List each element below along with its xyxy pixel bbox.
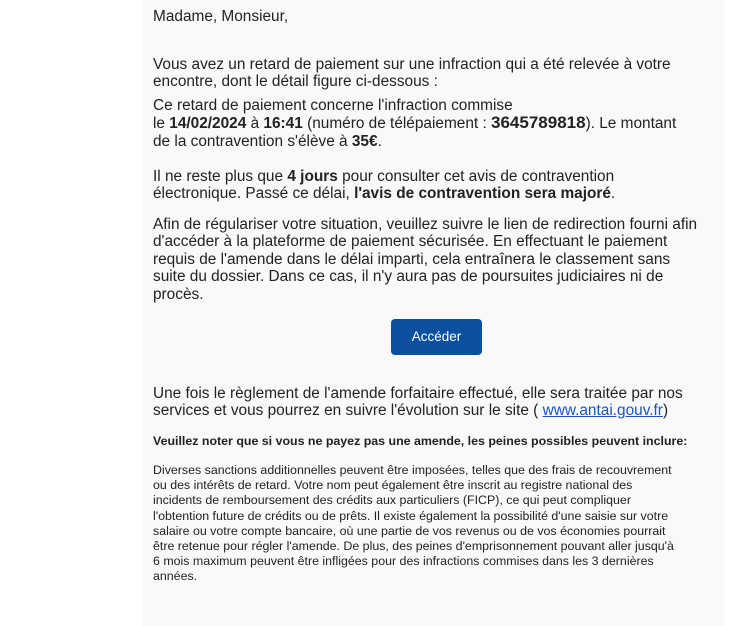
details-line: Ce retard de paiement concerne l'infraction commise [153,97,513,114]
intro-paragraph [153,56,713,91]
sanctions-line: années. [153,569,198,584]
sanctions-line: l'obtention future de crédits ou de prêts. Il existe également la possibilité d'une saisie sur votre [153,508,669,523]
sanctions-line: être retenue pour régler l'amende. De plus, des peines d'emprisonnement pouvant aller jusqu'à [153,539,674,554]
deadline-text: électronique. Passé ce délai, [153,185,355,203]
access-button-row [391,319,482,355]
access-button[interactable]: Accéder [391,319,482,355]
details-text: ). Le montant [585,115,677,133]
sanctions-paragraph [153,463,718,585]
deadline-text: pour consulter cet avis de contravention [337,168,615,185]
details-text: à [246,115,264,133]
followup-text: ) [662,402,669,420]
instructions-line: suite du dossier. Dans ce cas, il n'y aura pas de poursuites judiciaires ni de [153,268,664,286]
sanctions-heading: Veuillez noter que si vous ne payez pas une amende, les peines possibles peuvent inclure: [153,434,688,448]
sanctions-line: 6 mois maximum peuvent être infligées pour des infractions commises dans les 3 dernières [153,554,654,569]
followup-paragraph [153,385,718,420]
followup-line [153,402,718,419]
instructions-line: requis de l'amende dans le délai imparti, cela entraînera le classement sans [153,250,671,268]
greeting: Madame, Monsieur, [153,8,289,25]
deadline-paragraph [153,168,718,203]
details-text: . [377,132,382,150]
details-text: de la contravention s'élève à [153,132,352,150]
intro-line: encontre, dont le détail figure ci-dessous : [153,73,438,91]
infraction-details [153,97,718,150]
details-line [153,114,718,132]
days-remaining: 4 jours [287,168,338,185]
details-text: le [153,115,170,133]
instructions-line: d'accéder à la plateforme de paiement sécurisée. En effectuant le paiement [153,233,668,251]
details-line [153,133,718,150]
instructions-line: Afin de régulariser votre situation, veuillez suivre le lien de redirection fourni afin [153,216,698,233]
infraction-date: 14/02/2024 [169,115,247,133]
sanctions-line: incidents de remboursement des crédits aux particuliers (FICP), ce qui peut compliquer [153,493,631,508]
payment-number: 3645789818 [491,113,586,133]
penalty-warning: l'avis de contravention sera majoré [354,185,611,203]
sanctions-line: ou des intérêts de retard. Votre nom peut également être inscrit au registre national des [153,478,633,493]
instructions-line: procès. [153,285,204,303]
intro-line: Vous avez un retard de paiement sur une infraction qui a été relevée à votre [153,56,671,73]
followup-text: services et vous pourrez en suivre l'évolution sur le site ( [153,402,543,420]
followup-line: Une fois le règlement de l'amende forfaitaire effectué, elle sera traitée par nos [153,385,683,402]
deadline-text: . [610,185,616,203]
sanctions-line: Diverses sanctions additionnelles peuvent être imposées, telles que des frais de recouvrement [153,463,672,477]
deadline-line [153,185,718,202]
deadline-line [153,168,718,185]
fine-amount: 35€ [351,132,378,150]
details-text: (numéro de télépaiement : [302,115,492,133]
antai-website-link[interactable]: www.antai.gouv.fr [542,402,663,420]
infraction-time: 16:41 [263,115,303,133]
sanctions-line: salaire ou votre compte bancaire, où une partie de vos revenus ou de vos économies pourrait [153,523,666,538]
deadline-text: Il ne reste plus que [153,168,288,185]
instructions-paragraph [153,216,718,303]
